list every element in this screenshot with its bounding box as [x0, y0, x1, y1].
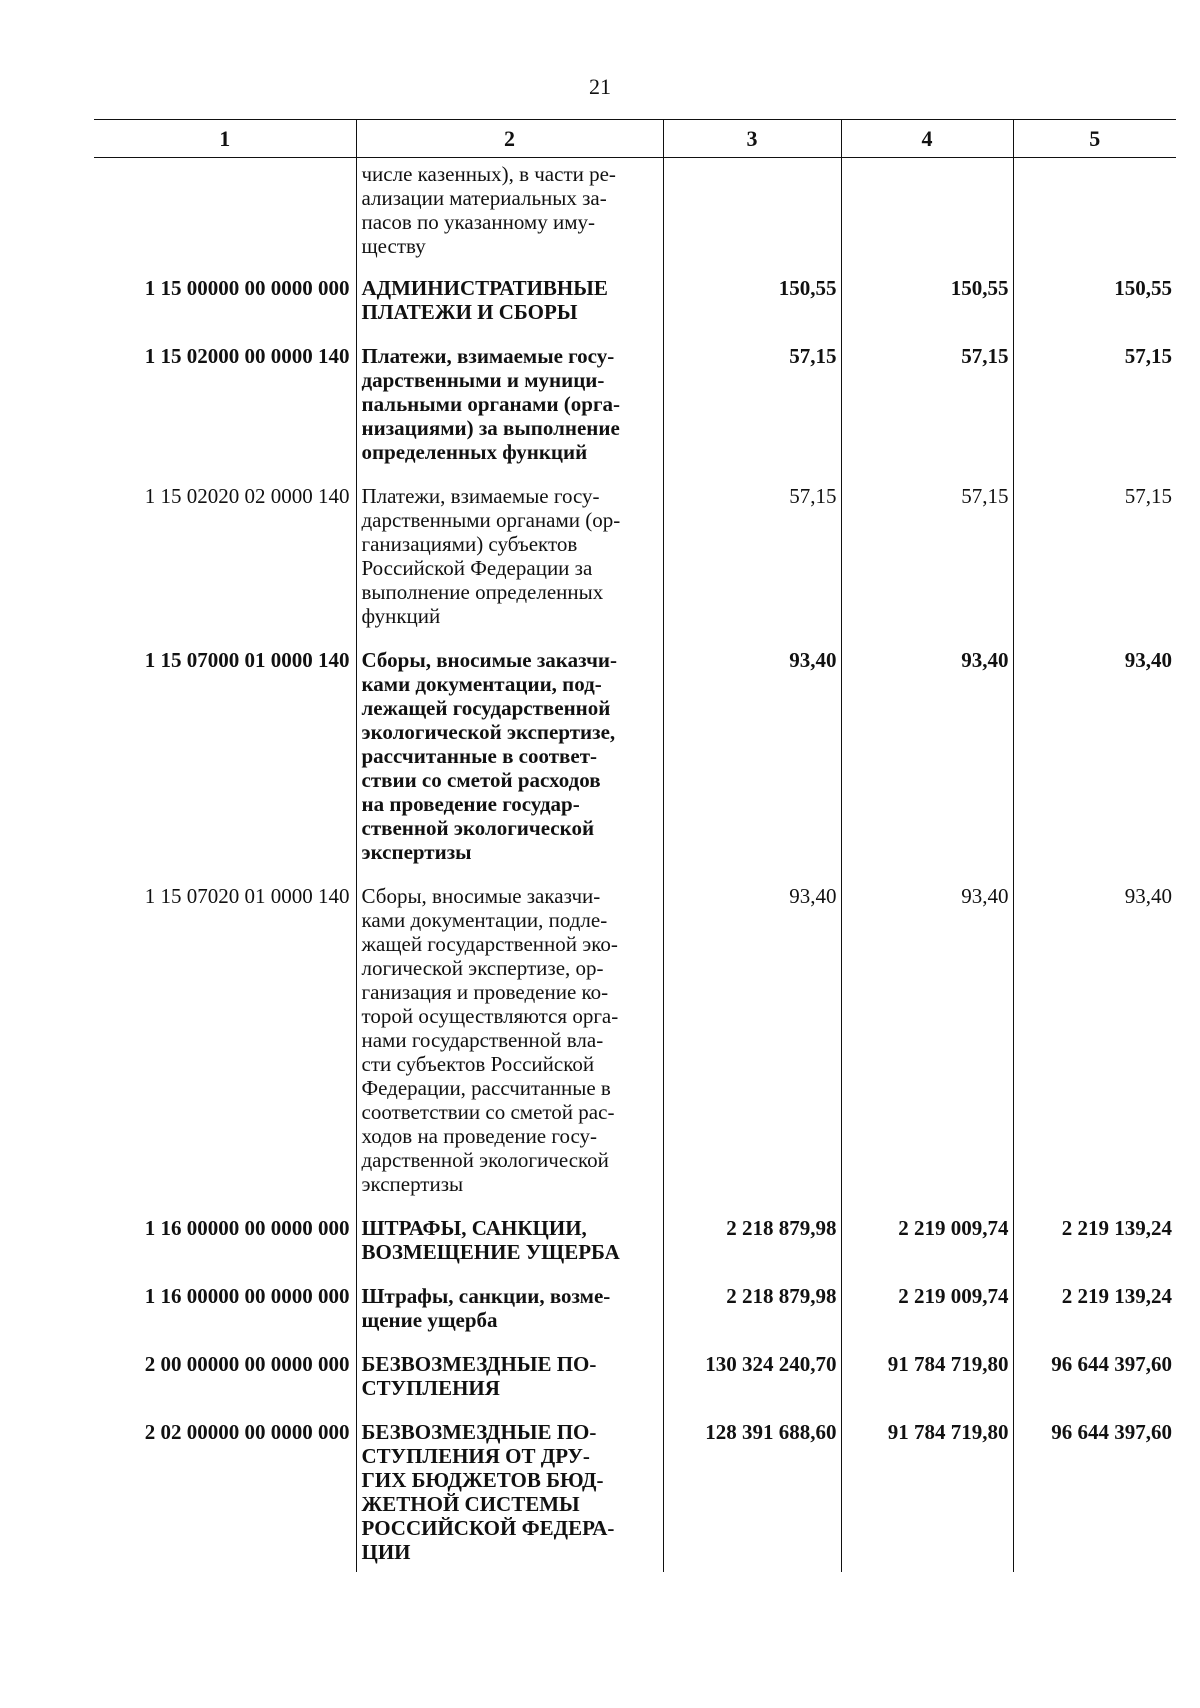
income-name-line: лежащей государственной: [361, 696, 611, 720]
budget-code-cell: 2 02 00000 00 0000 000: [144, 1420, 350, 1444]
income-name-line: рассчитанные в соответ-: [361, 744, 598, 768]
amount-cell-v3: [663, 158, 841, 273]
income-name-line: логической экспертизе, ор-: [361, 956, 604, 980]
income-name-line: РОССИЙСКОЙ ФЕДЕРА-: [361, 1516, 615, 1540]
budget-code-cell: 2 00 00000 00 0000 000: [144, 1352, 350, 1376]
amount-cell-v3: 130 324 240,70: [663, 1348, 841, 1416]
income-name-line: ЦИИ: [361, 1540, 411, 1564]
amount-cell-v5: [1013, 158, 1176, 273]
page-number: 21: [589, 74, 611, 99]
income-name-line: ществу: [361, 234, 426, 258]
budget-code-cell: 1 16 00000 00 0000 000: [144, 1284, 350, 1308]
column-header: 4: [841, 120, 1013, 158]
income-name-line: ализации материальных за-: [361, 186, 607, 210]
amount-cell-v3: 2 218 879,98: [663, 1280, 841, 1348]
amount-cell-v5: 2 219 139,24: [1013, 1212, 1176, 1280]
income-name-cell: [356, 880, 663, 1212]
income-name-cell: [356, 644, 663, 880]
income-name-line: пасов по указанному иму-: [361, 210, 595, 234]
income-name-line: ками документации, подле-: [361, 908, 608, 932]
budget-table: [94, 119, 1176, 1572]
budget-code-cell: 1 15 02020 02 0000 140: [144, 484, 350, 508]
income-name-cell: [356, 1348, 663, 1416]
table-row: [94, 480, 1176, 644]
amount-cell-v3: 2 218 879,98: [663, 1212, 841, 1280]
table-header: [94, 120, 1176, 158]
table-row: [94, 1212, 1176, 1280]
amount-cell-v4: 93,40: [841, 880, 1013, 1212]
income-name-cell: [356, 158, 663, 273]
column-header: 5: [1013, 120, 1176, 158]
income-name-line: функций: [361, 604, 441, 628]
amount-cell-v5: 96 644 397,60: [1013, 1348, 1176, 1416]
income-name-line: выполнение определенных: [361, 580, 604, 604]
column-header: 2: [356, 120, 663, 158]
amount-cell-v4: 93,40: [841, 644, 1013, 880]
budget-code-cell: 1 15 07000 01 0000 140: [144, 648, 350, 672]
table-row: [94, 880, 1176, 1212]
amount-cell-v4: 91 784 719,80: [841, 1416, 1013, 1572]
income-name-line: соответствии со сметой рас-: [361, 1100, 615, 1124]
income-name-line: ВОЗМЕЩЕНИЕ УЩЕРБА: [361, 1240, 620, 1264]
income-name-line: числе казенных), в части ре-: [361, 162, 616, 186]
budget-code-cell: 1 15 02000 00 0000 140: [144, 344, 350, 368]
income-name-line: дарственными и муници-: [361, 368, 605, 392]
income-name-line: СТУПЛЕНИЯ: [361, 1376, 500, 1400]
amount-cell-v4: 150,55: [841, 272, 1013, 340]
income-name-line: низациями) за выполнение: [361, 416, 620, 440]
income-name-line: ШТРАФЫ, САНКЦИИ,: [361, 1216, 587, 1240]
income-name-line: экологической экспертизе,: [361, 720, 616, 744]
table-row: [94, 1280, 1176, 1348]
income-name-line: дарственными органами (ор-: [361, 508, 621, 532]
column-header: 1: [94, 120, 356, 158]
income-name-line: ПЛАТЕЖИ И СБОРЫ: [361, 300, 578, 324]
income-name-line: экспертизы: [361, 840, 472, 864]
income-name-line: жащей государственной эко-: [361, 932, 618, 956]
income-name-line: Российской Федерации за: [361, 556, 593, 580]
amount-cell-v5: 2 219 139,24: [1013, 1280, 1176, 1348]
income-name-line: торой осуществляются орга-: [361, 1004, 619, 1028]
income-name-line: ГИХ БЮДЖЕТОВ БЮД-: [361, 1468, 604, 1492]
income-name-line: Платежи, взимаемые госу-: [361, 484, 600, 508]
header-row: [94, 120, 1176, 158]
budget-code-cell: 1 16 00000 00 0000 000: [144, 1216, 350, 1240]
income-name-cell: [356, 480, 663, 644]
income-name-line: определенных функций: [361, 440, 588, 464]
income-name-line: нами государственной вла-: [361, 1028, 604, 1052]
amount-cell-v3: 128 391 688,60: [663, 1416, 841, 1572]
income-name-line: экспертизы: [361, 1172, 464, 1196]
amount-cell-v3: 150,55: [663, 272, 841, 340]
amount-cell-v3: 93,40: [663, 644, 841, 880]
income-name-cell: [356, 340, 663, 480]
income-name-cell: [356, 1280, 663, 1348]
income-name-line: БЕЗВОЗМЕЗДНЫЕ ПО-: [361, 1352, 597, 1376]
income-name-line: Платежи, взимаемые госу-: [361, 344, 615, 368]
income-name-line: ственной экологической: [361, 816, 595, 840]
budget-code-cell: [94, 158, 356, 273]
income-name-cell: [356, 272, 663, 340]
amount-cell-v4: 2 219 009,74: [841, 1280, 1013, 1348]
income-name-line: АДМИНИСТРАТИВНЫЕ: [361, 276, 608, 300]
table-row: [94, 272, 1176, 340]
income-name-cell: [356, 1416, 663, 1572]
column-header: 3: [663, 120, 841, 158]
income-name-line: сти субъектов Российской: [361, 1052, 595, 1076]
income-name-line: ЖЕТНОЙ СИСТЕМЫ: [361, 1492, 580, 1516]
amount-cell-v3: 93,40: [663, 880, 841, 1212]
income-name-line: ствии со сметой расходов: [361, 768, 601, 792]
income-name-line: СТУПЛЕНИЯ ОТ ДРУ-: [361, 1444, 590, 1468]
budget-code-cell: 1 15 00000 00 0000 000: [144, 276, 350, 300]
table-row: [94, 340, 1176, 480]
budget-code-cell: 1 15 07020 01 0000 140: [144, 884, 350, 908]
amount-cell-v5: 93,40: [1013, 644, 1176, 880]
amount-cell-v5: 96 644 397,60: [1013, 1416, 1176, 1572]
table-row: [94, 158, 1176, 273]
income-name-line: ганизациями) субъектов: [361, 532, 578, 556]
amount-cell-v5: 57,15: [1013, 480, 1176, 644]
amount-cell-v5: 93,40: [1013, 880, 1176, 1212]
table-row: [94, 1348, 1176, 1416]
income-name-line: щение ущерба: [361, 1308, 498, 1332]
income-name-line: Штрафы, санкции, возме-: [361, 1284, 611, 1308]
amount-cell-v4: 57,15: [841, 340, 1013, 480]
income-name-line: Федерации, рассчитанные в: [361, 1076, 611, 1100]
amount-cell-v3: 57,15: [663, 340, 841, 480]
income-name-line: БЕЗВОЗМЕЗДНЫЕ ПО-: [361, 1420, 597, 1444]
amount-cell-v4: 2 219 009,74: [841, 1212, 1013, 1280]
amount-cell-v4: 91 784 719,80: [841, 1348, 1013, 1416]
income-name-line: на проведение государ-: [361, 792, 580, 816]
income-name-line: ками документации, под-: [361, 672, 602, 696]
amount-cell-v4: [841, 158, 1013, 273]
amount-cell-v3: 57,15: [663, 480, 841, 644]
income-name-line: ходов на проведение госу-: [361, 1124, 598, 1148]
income-name-line: ганизация и проведение ко-: [361, 980, 609, 1004]
income-name-line: Сборы, вносимые заказчи-: [361, 884, 601, 908]
income-name-cell: [356, 1212, 663, 1280]
table-row: [94, 644, 1176, 880]
income-name-line: пальными органами (орга-: [361, 392, 620, 416]
income-name-line: дарственной экологической: [361, 1148, 609, 1172]
amount-cell-v5: 57,15: [1013, 340, 1176, 480]
amount-cell-v4: 57,15: [841, 480, 1013, 644]
income-name-line: Сборы, вносимые заказчи-: [361, 648, 618, 672]
table-body: [94, 158, 1176, 1573]
table-row: [94, 1416, 1176, 1572]
amount-cell-v5: 150,55: [1013, 272, 1176, 340]
